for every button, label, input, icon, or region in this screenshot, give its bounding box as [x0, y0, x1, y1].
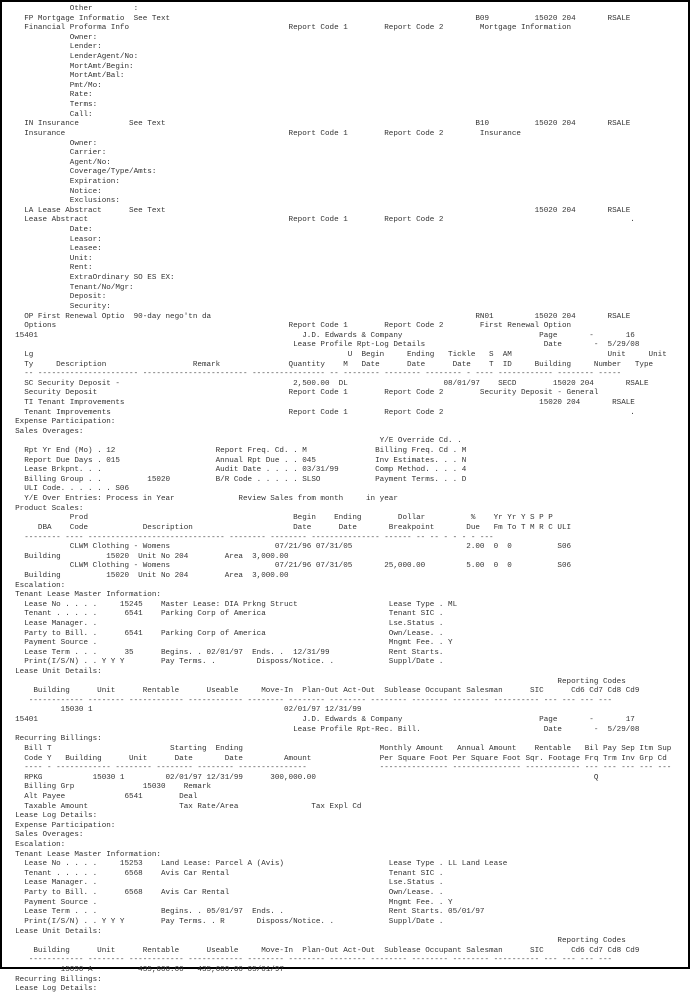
report-line: Escalation:	[6, 581, 66, 590]
report-line: Lease Unit Details:	[6, 927, 102, 936]
report-line: Print(I/S/N) . . Y Y Y Pay Terms. . Disposs/Notice. . Suppl/Date .	[6, 658, 444, 667]
report-line: Escalation:	[6, 841, 66, 850]
report-line: TI Tenant Improvements 15020 204 RSALE	[6, 398, 635, 407]
report-line: Rpt Yr End (Mo) . 12 Report Freq. Cd. . M Billing Freq. Cd . M	[6, 447, 467, 456]
report-line: Billing Grp 15030 Remark	[6, 783, 212, 792]
report-line: Lease Brkpnt. . . Audit Date . . . . 03/31/99 Comp Method. . . . 4	[6, 466, 467, 475]
report-line: Y/E Override Cd. .	[6, 437, 462, 446]
report-line: Carrier:	[6, 149, 107, 158]
report-line: Expense Participation:	[6, 821, 116, 830]
report-line: CLWM Clothing - Womens 07/21/96 07/31/05 2.00 0 0 S06	[6, 543, 572, 552]
report-line: Ty Description Remark Quantity M Date Date Date T ID Building Number Type	[6, 360, 654, 369]
report-line: Alt Payee 6541 Deal	[6, 792, 198, 801]
report-line: -- ---------------------- ----------------------- ---------------- -- -------- -------- -------- - ---- ------------ -------- -----	[6, 370, 622, 379]
report-line: Rent:	[6, 264, 93, 273]
report-line: Recurring Billings:	[6, 735, 102, 744]
report-line: Other :	[6, 5, 139, 13]
report-line: Sales Overages:	[6, 427, 84, 436]
report-line: Lease Abstract Report Code 1 Report Code 2 .	[6, 216, 635, 225]
report-line: Tenant Improvements Report Code 1 Report Code 2 .	[6, 408, 635, 417]
report-line: 15030 1 02/01/97 12/31/99	[6, 706, 362, 715]
report-line: Bill T Starting Ending Monthly Amount Annual Amount Rentable Bil Pay Sep Itm Sup	[6, 744, 672, 753]
report-line: IN Insurance See Text B10 15020 204 RSALE	[6, 120, 631, 129]
report-line: Exclusions:	[6, 197, 120, 206]
report-line: Insurance Report Code 1 Report Code 2 Insurance	[6, 129, 521, 138]
report-line: MortAmt/Bal:	[6, 72, 125, 81]
report-line: Security Deposit Report Code 1 Report Code 2 Security Deposit - General	[6, 389, 599, 398]
report-line: Notice:	[6, 187, 102, 196]
report-line: ------------ -------- ------------ ------------ -------- -------- -------- -------- -------- -------- ---------- --- --- --- ---	[6, 696, 613, 705]
report-line: Building Unit Rentable Useable Move-In Plan-Out Act-Out Sublease Occupant Salesman SIC Cd6 Cd7 Cd8 Cd9	[6, 946, 640, 955]
report-line: Building 15020 Unit No 204 Area 3,000.00	[6, 571, 289, 580]
report-line: Tenant . . . . . 6568 Avis Car Rental Tenant SIC .	[6, 869, 444, 878]
report-line: Tenant Lease Master Information:	[6, 591, 161, 600]
report-line: Building 15020 Unit No 204 Area 3,000.00	[6, 552, 289, 561]
report-line: SC Security Deposit - 2,500.00 DL 08/01/97 SECD 15020 204 RSALE	[6, 379, 649, 388]
report-line: Product Scales:	[6, 504, 84, 513]
report-line: Lease Unit Details:	[6, 668, 102, 677]
report-line: Reporting Codes	[6, 937, 626, 946]
report-line: Expense Participation:	[6, 418, 116, 427]
report-line: Agent/No:	[6, 158, 111, 167]
report-line: Print(I/S/N) . . Y Y Y Pay Terms. . R Disposs/Notice. . Suppl/Date .	[6, 917, 444, 926]
report-line: Lease Term . . . 35 Begins. . 02/01/97 Ends. . 12/31/99 Rent Starts.	[6, 648, 444, 657]
report-line: ExtraOrdinary SO ES EX:	[6, 274, 175, 283]
report-line: Code Y Building Unit Date Date Amount Per Square Foot Per Square Foot Sqr. Footage Frq Trm Inv Grp Cd	[6, 754, 667, 763]
report-line: Party to Bill. . 6541 Parking Corp of America Own/Lease. .	[6, 629, 444, 638]
report-line: Payment Source . Mngmt Fee. . Y	[6, 898, 453, 907]
report-line: Tenant Lease Master Information:	[6, 850, 161, 859]
report-line: ------------ -------- ------------ ------------ -------- -------- -------- -------- -------- -------- ---------- --- --- --- ---	[6, 956, 613, 965]
report-line: Lease No . . . . 15245 Master Lease: DIA Prkng Struct Lease Type . ML	[6, 600, 458, 609]
report-line: Lease Log Details:	[6, 985, 98, 994]
report-line: Reporting Codes	[6, 677, 626, 686]
report-line: Terms:	[6, 101, 98, 110]
report-line: Deposit:	[6, 293, 107, 302]
report-line: Prod Begin Ending Dollar % Yr Yr Y S P P	[6, 514, 553, 523]
report-line: Lease No . . . . 15253 Land Lease: Parcel A (Avis) Lease Type . LL Land Lease	[6, 860, 508, 869]
report-line: LenderAgent/No:	[6, 53, 139, 62]
report-line: DBA Code Description Date Date Breakpoint Due Fm To T M R C ULI	[6, 523, 572, 532]
report-line: ULI Code. . . . . . S06	[6, 485, 130, 494]
report-line: Date:	[6, 226, 93, 235]
report-line: 15090 A 435,600.00 435,600.00 05/01/97	[6, 965, 284, 974]
report-line: Tenant . . . . . 6541 Parking Corp of America Tenant SIC .	[6, 610, 444, 619]
report-line: FP Mortgage Informatio See Text B09 15020 204 RSALE	[6, 14, 631, 23]
report-line: RPKG 15030 1 02/01/97 12/31/99 300,000.00 Q	[6, 773, 599, 782]
report-line: ---- - ------------ -------- -------- -------- --------------- --------------- --------------- ------------ --- --- --- --- ---	[6, 764, 672, 773]
report-line: Owner:	[6, 33, 98, 42]
report-line: Y/E Over Entries: Process in Year Review Sales from month in year	[6, 495, 398, 504]
report-line: Party to Bill. . 6568 Avis Car Rental Own/Lease. .	[6, 889, 444, 898]
report-line: Unit:	[6, 254, 93, 263]
report-line: Security:	[6, 302, 111, 311]
report-line: Lender:	[6, 43, 102, 52]
report-line: Call:	[6, 110, 93, 119]
report-line: Lease Manager. . Lse.Status .	[6, 879, 444, 888]
report-line: -------- ---- ------------------------------ -------- -------- --------------- ------ -- -- - - - - ---	[6, 533, 494, 542]
report-line: 15401 J.D. Edwards & Company Page - 16	[6, 331, 635, 340]
report-line: Expiration:	[6, 177, 120, 186]
report-line: CLWM Clothing - Womens 07/21/96 07/31/05 25,000.00 5.00 0 0 S06	[6, 562, 572, 571]
report-line: Options Report Code 1 Report Code 2 First Renewal Option	[6, 322, 572, 331]
report-line: OP First Renewal Optio 90-day nego'tn da RN01 15020 204 RSALE	[6, 312, 631, 321]
report-line: Lease Log Details:	[6, 812, 98, 821]
report-line: Financial Proforma Info Report Code 1 Report Code 2 Mortgage Information	[6, 24, 572, 33]
report-line: Lease Profile Rpt-Log Details Date - 5/29/08	[6, 341, 640, 350]
report-line: Building Unit Rentable Useable Move-In Plan-Out Act-Out Sublease Occupant Salesman SIC Cd6 Cd7 Cd8 Cd9	[6, 687, 640, 696]
report-line: LA Lease Abstract See Text 15020 204 RSALE	[6, 206, 631, 215]
report-line: Tenant/No/Mgr:	[6, 283, 134, 292]
report-line: Billing Group . . 15020 B/R Code . . . . . SLSO Payment Terms. . . D	[6, 475, 467, 484]
report-line: Report Due Days . 015 Annual Rpt Due . . 045 Inv Estimates. . . N	[6, 456, 467, 465]
report-line: Lease Profile Rpt-Rec. Bill. Date - 5/29/08	[6, 725, 640, 734]
lease-profile-report	[6, 5, 671, 995]
report-line: Pmt/Mo:	[6, 81, 102, 90]
report-line: Recurring Billings:	[6, 975, 102, 984]
report-line: Coverage/Type/Amts:	[6, 168, 157, 177]
report-line: Rate:	[6, 91, 93, 100]
report-line: MortAmt/Begin:	[6, 62, 134, 71]
report-line: Sales Overages:	[6, 831, 84, 840]
report-line: Lease Manager. . Lse.Status .	[6, 620, 444, 628]
report-line: Payment Source . Mngmt Fee. . Y	[6, 639, 453, 648]
report-line: Lg U Begin Ending Tickle S AM Unit Unit	[6, 350, 667, 359]
report-line: Leasee:	[6, 245, 102, 254]
report-line: Lease Term . . . Begins. . 05/01/97 Ends. . Rent Starts. 05/01/97	[6, 908, 485, 917]
report-line: Leasor:	[6, 235, 102, 244]
report-line: 15401 J.D. Edwards & Company Page - 17	[6, 716, 635, 725]
report-line: Taxable Amount Tax Rate/Area Tax Expl Cd	[6, 802, 362, 811]
report-line: Owner:	[6, 139, 98, 148]
